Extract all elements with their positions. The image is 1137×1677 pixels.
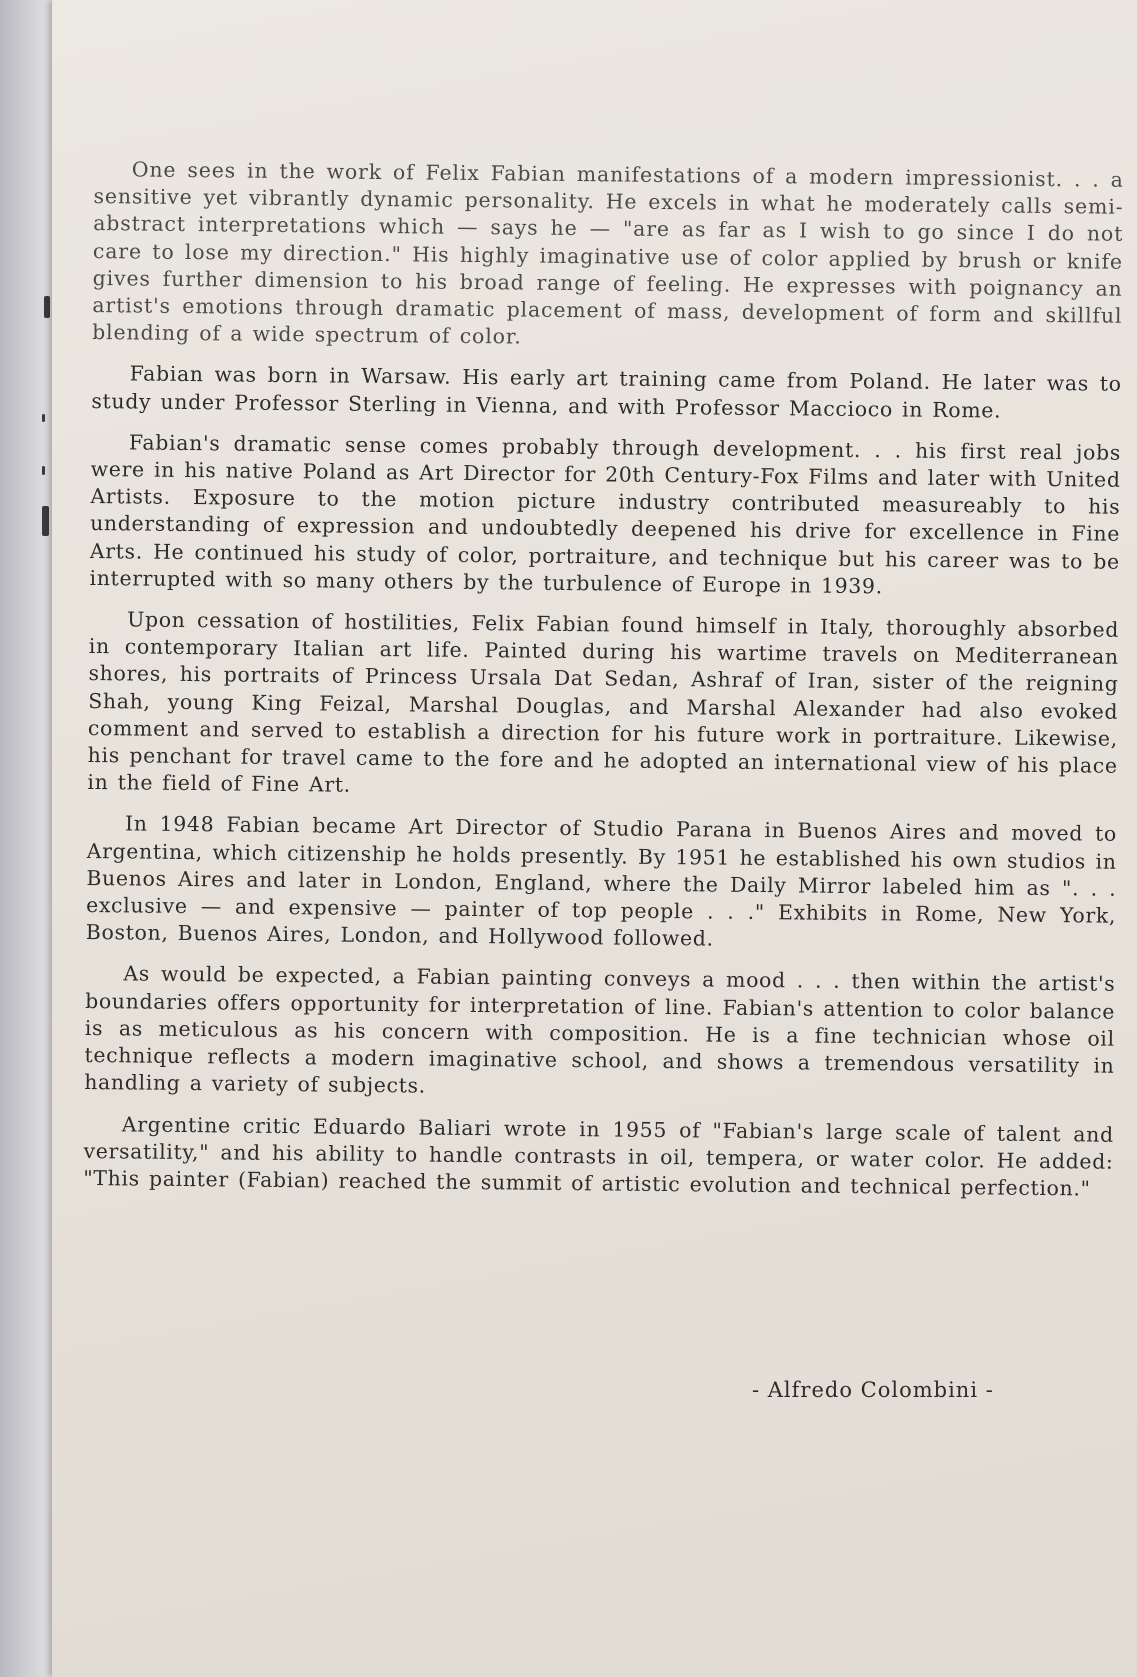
margin-speck bbox=[42, 414, 45, 422]
author-signature: - Alfredo Colombini - bbox=[752, 1378, 994, 1402]
margin-speck bbox=[42, 506, 49, 536]
margin-speck bbox=[44, 296, 50, 318]
paragraph-critic: Argentine critic Eduardo Baliari wrote in 1955 of "Fabian's large scale of talent and versatility," and his ability to handle contrasts in oil, tempera, or water color. He added: "This painter (Fabian) reached the summit of artistic evolution and technical perfection." bbox=[83, 1111, 1114, 1201]
document-page bbox=[52, 0, 1137, 1677]
paragraph-technique: As would be expected, a Fabian painting conveys a mood . . . then within the artist's boundaries offers opportunity for interpretation of line. Fabian's attention to color balance is as meticulous as his concern with composition. He is a fine technician whose oil technique reflects a modern imaginative school, and shows a tremendous versatility in handling a variety of subjects. bbox=[84, 961, 1116, 1098]
article-body bbox=[80, 156, 1124, 1497]
binding-edge bbox=[0, 0, 52, 1677]
paragraph-argentina: In 1948 Fabian became Art Director of Studio Parana in Buenos Aires and moved to Argentina, which citizenship he holds presently. By 1951 he established his own studios in Buenos Aires and later in London, England, where the Daily Mirror labeled him as ". . . exclusive — and expensive — painter of top people . . ." Exhibits in Rome, New York, Boston, Buenos Aires, London, and Hollywood followed. bbox=[85, 811, 1118, 951]
margin-speck bbox=[42, 466, 45, 475]
paragraph-birth: Fabian was born in Warsaw. His early art training came from Poland. He later was to study under Professor Sterling in Vienna, and with Professor Maccioco in Rome. bbox=[91, 361, 1122, 423]
paragraph-career-start: Fabian's dramatic sense comes probably through development. . . his first real jobs were in his native Poland as Art Director for 20th Century-Fox Films and later with United Artists. Exposure to the motion picture industry contributed measureably to his understanding of expression and undoubtedly deepened his drive for excellence in Fine Arts. He continued his study of color, portraiture, and technique but his career was to be interrupted with so many others by the turbulence of Europe in 1939. bbox=[89, 430, 1122, 599]
paragraph-intro: One sees in the work of Felix Fabian manifestations of a modern impressionist. . . a sensitive yet vibrantly dynamic personality. He excels in what he moderately calls semi-abstract interpretations which — says he — "are as far as I wish to go since I do not care to lose my direction." His highly imaginative use of color applied by brush or knife gives further dimension to his broad range of feeling. He expresses with poignancy an artist's emotions through dramatic placement of mass, development of form and skillful blending of a wide spectrum of color. bbox=[92, 157, 1124, 349]
paragraph-italy: Upon cessation of hostilities, Felix Fabian found himself in Italy, thoroughly absorbed in contemporary Italian art life. Painted during his wartime travels on Mediterranean shores, his portraits of Princess Ursala Dat Sedan, Ashraf of Iran, sister of the reigning Shah, young King Feizal, Marshal Douglas, and Marshal Alexander had also evoked comment and served to establish a direction for his future work in portraiture. Likewise, his penchant for travel came to the fore and he adopted an international view of his place in the field of Fine Art. bbox=[87, 607, 1120, 797]
